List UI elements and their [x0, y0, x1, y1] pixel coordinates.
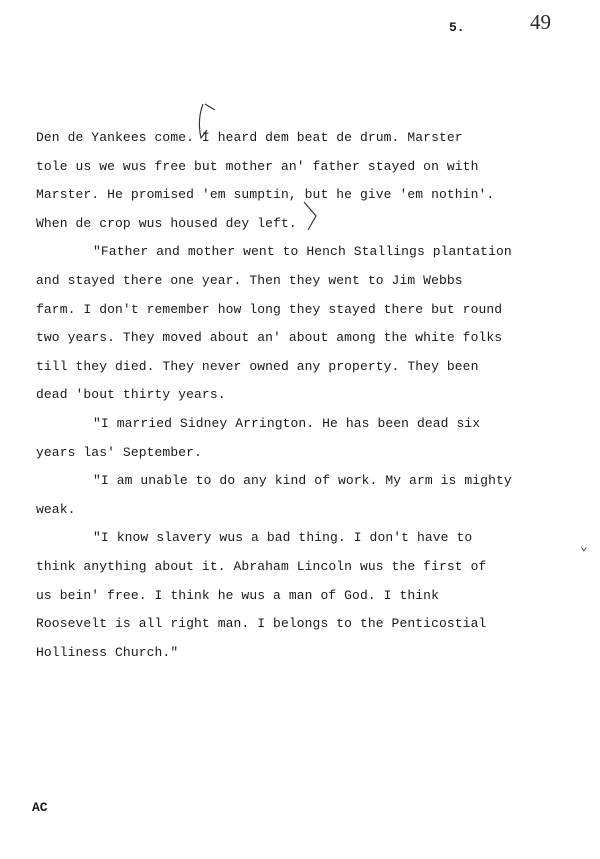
text-line: Den de Yankees come. I heard dem beat de drum. Marster	[36, 130, 463, 145]
text-line: till they died. They never owned any property. They been	[36, 358, 479, 374]
text-line: years las' September.	[36, 444, 202, 460]
paragraph-start: "I am unable to do any kind of work. My arm is mighty	[93, 473, 512, 489]
margin-mark: ⌄	[580, 539, 588, 554]
text-line: dead 'bout thirty years.	[36, 387, 226, 403]
text-line: Marster. He promised 'em sumptin, but he give 'em nothin'.	[36, 187, 495, 203]
folio-number: 49	[530, 10, 551, 34]
author-initials: AC	[32, 800, 48, 815]
text-line: Holliness Church."	[36, 644, 179, 660]
text-line: tole us we wus free but mother an' father stayed on with	[36, 158, 479, 174]
text-line: When de crop wus housed dey left.	[36, 215, 297, 231]
paragraph-start: "I know slavery wus a bad thing. I don't have to	[93, 530, 473, 546]
paragraph-start: "Father and mother went to Hench Stallings plantation	[93, 244, 512, 260]
text-line: weak.	[36, 501, 76, 517]
text-line: farm. I don't remember how long they stayed there but round	[36, 301, 503, 317]
text-line: and stayed there one year. Then they went to Jim Webbs	[36, 272, 463, 288]
text-line: two years. They moved about an' about among the white folks	[36, 330, 503, 346]
paragraph-start: "I married Sidney Arrington. He has been dead six	[93, 415, 481, 431]
text-line: Roosevelt is all right man. I belongs to the Penticostial	[36, 616, 487, 632]
text-line: think anything about it. Abraham Lincoln wus the first of	[36, 558, 487, 574]
page-number: 5.	[449, 20, 465, 35]
text-line: us bein' free. I think he wus a man of God. I think	[36, 587, 439, 603]
document-body	[36, 124, 576, 667]
